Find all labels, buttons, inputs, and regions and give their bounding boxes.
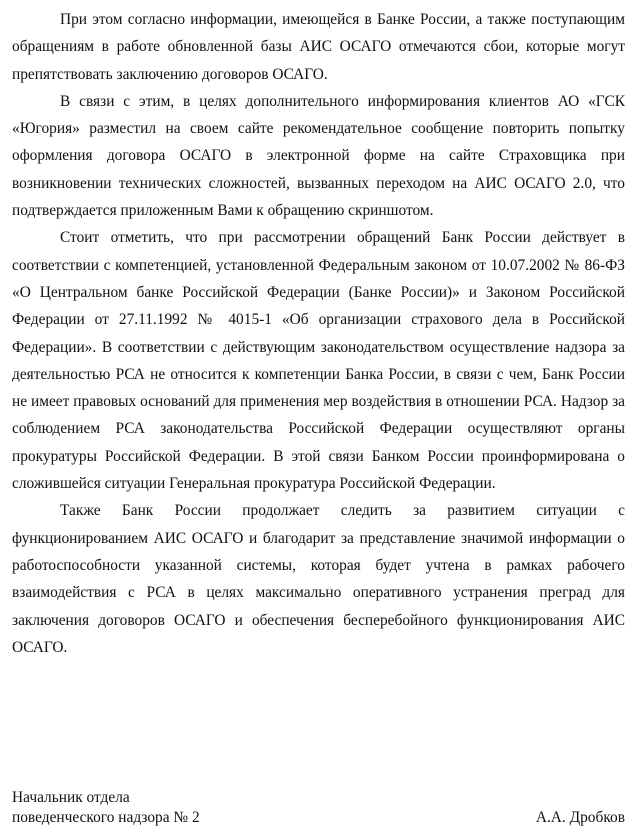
signatory-position-line2: поведенческого надзора № 2: [12, 809, 200, 826]
paragraph-3: Стоит отметить, что при рассмотрении обращений Банк России действует в соответствии с компетенцией, установленной Федеральным законом от 10.07.2002 № 86-ФЗ «О Центральном банке Российской Федерации (Банке России)» и Законом Российской Федерации от 27.11.1992 № 4015-1 «Об организации страхового дела в Российской Федерации». В соответствии с действующим законодательством осуществление надзора за деятельностью РСА не относится к компетенции Банка России, в связи с чем, Банк России не имеет правовых оснований для применения мер воздействия в отношении РСА. Надзор за соблюдением РСА законодательства Российской Федерации осуществляют органы прокуратуры Российской Федерации. В этой связи Банком России проинформирована о сложившейся ситуации Генеральная прокуратура Российской Федерации.: [12, 229, 625, 493]
paragraph-2: В связи с этим, в целях дополнительного информирования клиентов АО «ГСК «Югория» разместил на своем сайте рекомендательное сообщение повторить попытку оформления договора ОСАГО в электронной форме на сайте Страховщика при возникновении технических сложностей, вызванных переходом на АИС ОСАГО 2.0, что подтверждается приложенным Вами к обращению скриншотом.: [12, 92, 625, 220]
signature-block: [12, 788, 625, 828]
paragraph-1: При этом согласно информации, имеющейся в Банке России, а также поступающим обращениям в работе обновленной базы АИС ОСАГО отмечаются сбои, которые могут препятствовать заключению договоров ОСАГО.: [12, 11, 625, 83]
signatory-name: А.А. Дробков: [535, 809, 625, 826]
letter-body: [12, 6, 625, 661]
signatory-position-line1: Начальник отдела: [12, 789, 130, 806]
signature-row: [12, 808, 625, 828]
paragraph-4: Также Банк России продолжает следить за развитием ситуации с функционированием АИС ОСАГО и благодарит за представление значимой информации о работоспособности указанной системы, которая будет учтена в рамках рабочего взаимодействия с РСА в целях максимально оперативного устранения преград для заключения договоров ОСАГО и обеспечения бесперебойного функционирования АИС ОСАГО.: [12, 502, 625, 656]
